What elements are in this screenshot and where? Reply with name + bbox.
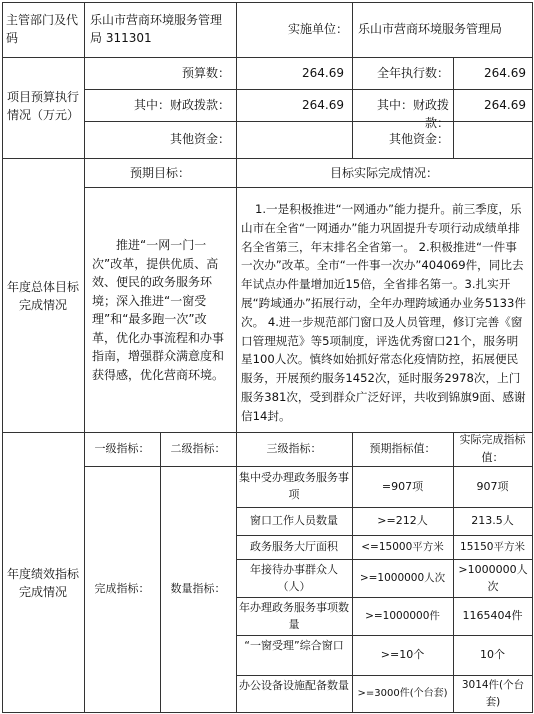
grid-line [453,432,454,713]
col-target-header: 预期指标值： [369,442,436,455]
perf-row-actual: 213.5人 [471,514,514,527]
grid-line [2,2,532,3]
grid-line [236,57,237,159]
perf-row-actual: 3014件(个台套) [461,679,525,708]
grid-line [236,432,237,713]
budget-section-label: 项目预算执行情况（万元） [6,90,79,122]
grid-line [236,597,532,598]
perf-row-name: “一窗受理”综合窗口 [244,639,344,652]
grid-line [236,507,532,508]
grid-line [352,57,353,159]
level2-value: 数量指标： [170,582,226,595]
goals-section-label: 年度总体目标完成情况 [6,280,79,312]
grid-line [236,675,532,676]
perf-section-label: 年度绩效指标完成情况 [6,567,79,599]
perf-row-name: 窗口工作人员数量 [250,514,338,527]
col-level1-header: 一级指标： [94,442,150,455]
level1-value: 完成指标： [94,582,150,595]
dept-value: 乐山市营商环境服务管理局 311301 [90,13,223,45]
grid-line [236,559,532,560]
perf-row-target: >=3000件(个台套) [357,688,448,699]
annual-exec-value: 264.69 [484,66,526,80]
grid-line [236,2,237,58]
perf-row-name: 政务服务大厅面积 [250,540,338,553]
perf-row-target: =907项 [381,480,424,493]
perf-row-actual: >1000000人次 [458,563,528,593]
grid-line [236,158,237,433]
budget-value: 264.69 [302,66,344,80]
fiscal-value: 264.69 [302,98,344,112]
col-level2-header: 二级指标： [170,442,226,455]
impl-label: 实施单位： [287,22,348,36]
perf-row-target: >=10个 [380,648,425,661]
grid-line [352,2,353,58]
other-funds-exec-label: 其他资金： [388,132,449,146]
grid-line [84,2,85,713]
actual-goal-header: 目标实际完成情况： [329,166,438,180]
grid-line [84,187,532,188]
perf-row-name: 年接待办事群众人（人） [250,563,338,593]
grid-line [236,635,532,636]
annual-exec-label: 全年执行数： [376,66,449,80]
grid-line [160,432,161,713]
actual-goal-text: 1.一是积极推进“一网通办”能力提升。前三季度，乐山市在全省“一网通办”能力巩固提升专项行动成绩单排名全省第三，年末排名全省第一。 2.积极推进“一件事一次办”改革。全市“一件事一次办”404069件，同比去年试点办件量增加近15倍，全省排名第一。3.扎实开展“跨域通办”拓展行动，全年办理跨域通办业务5133件次。 4.进一步规范部门窗口及人员管理，修订完善《窗口管理规范》等5项制度，评选优秀窗口21个，服务明星100人次。慎终如始抓好常态化疫情防控，拓展便民服务，开展预约服务1452次，延时服务2978次，上门服务381次，受到群众广泛好评，共收到锦旗9面、感谢信14封。 [241,202,526,423]
perf-row-target: >=212人 [377,514,428,527]
dept-label: 主管部门及代码 [6,13,79,45]
perf-row-name: 办公设备设施配备数量 [239,679,349,692]
grid-line [2,2,3,713]
other-funds-label: 其他资金： [169,132,230,146]
perf-row-actual: 1165404件 [462,609,523,622]
expected-goal-header: 预期目标： [129,166,190,180]
perf-row-actual: 15150平方米 [460,541,525,553]
col-level3-header: 三级指标： [266,442,322,455]
col-actual-header: 实际完成指标值： [459,433,526,464]
budget-label: 预算数： [181,66,230,80]
perf-row-name: 集中受办理政务服务事项 [239,471,349,501]
impl-value: 乐山市营商环境服务管理局 [358,22,503,36]
perf-row-actual: 10个 [480,648,505,661]
grid-line [532,2,533,713]
fiscal-exec-label: 其中：财政拨款： [376,98,449,130]
grid-line [236,535,532,536]
grid-line [352,432,353,713]
grid-line [84,121,532,122]
fiscal-exec-value: 264.69 [484,98,526,112]
perf-row-target: >=1000000件 [365,610,440,622]
grid-line [453,57,454,159]
expected-goal-text: 推进“一网一门一次”改革，提供优质、高效、便民的政务服务环境；深入推进“一窗受理”和“最多跑一次”改革，优化办事流程和办事指南，增强群众满意度和获得感，优化营商环境。 [92,238,225,382]
fiscal-label: 其中：财政拨款： [133,98,230,112]
perf-row-actual: 907项 [476,480,509,493]
perf-row-name: 年办理政务服务事项数量 [239,601,349,631]
perf-row-target: <=15000平方米 [361,541,444,553]
grid-line [84,89,532,90]
perf-row-target: >=1000000人次 [359,572,446,584]
